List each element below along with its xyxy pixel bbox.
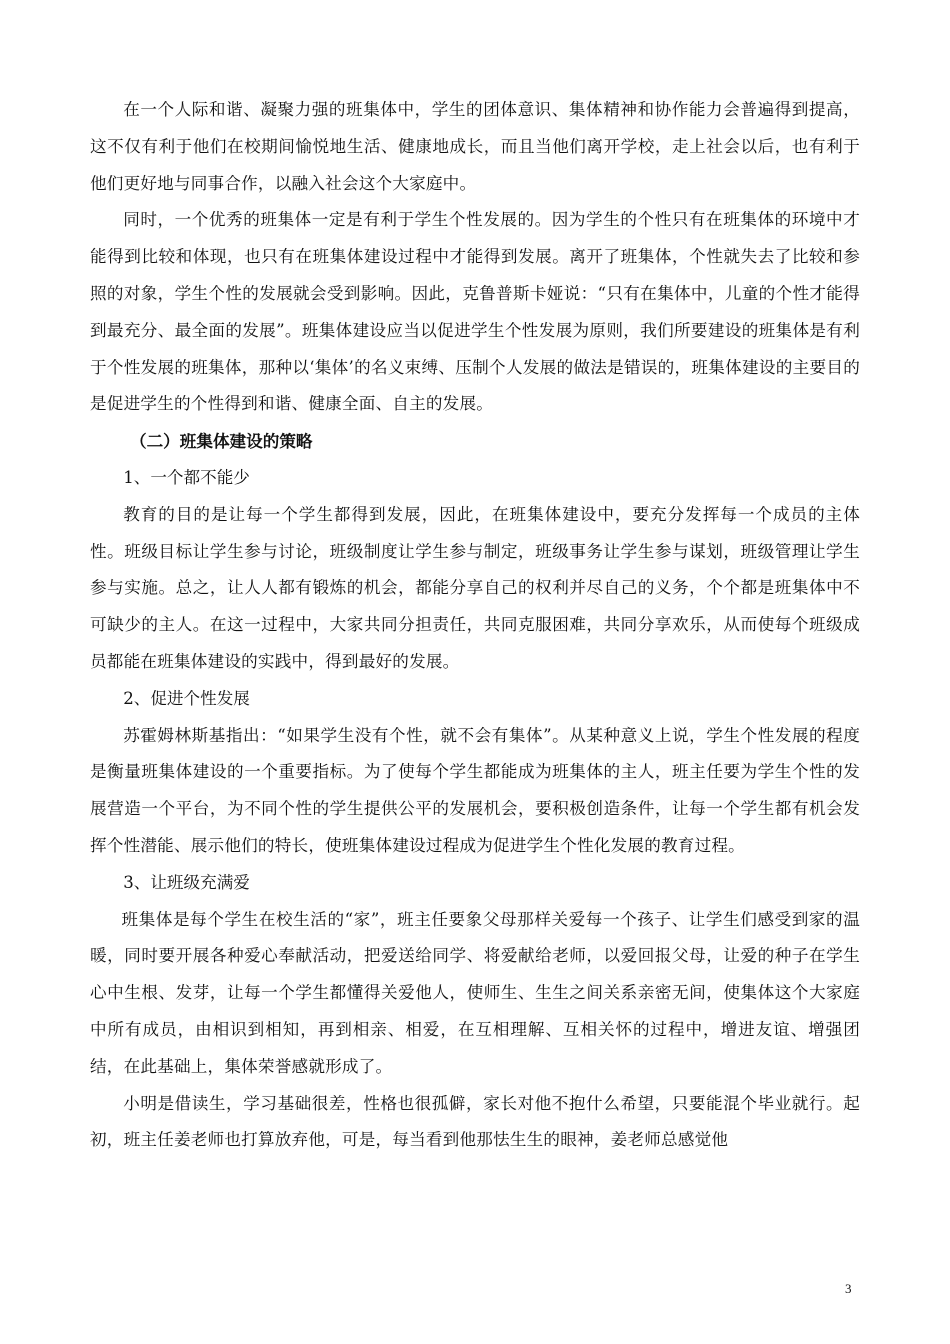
document-body xyxy=(90,92,860,1159)
subheading-2: 2、促进个性发展 xyxy=(123,688,250,708)
paragraph-3: 教育的目的是让每一个学生都得到发展，因此，在班集体建设中，要充分发挥每一个成员的主体性。班级目标让学生参与讨论，班级制度让学生参与制定，班级事务让学生参与谋划，班级管理让学生参与实施。总之，让人人都有锻炼的机会，都能分享自己的权利并尽自己的义务，个个都是班集体中不可缺少的主人。在这一过程中，大家共同分担责任，共同克服困难，共同分享欢乐，从而使每个班级成员都能在班集体建设的实践中，得到最好的发展。 xyxy=(90,504,860,671)
section-heading: （二）班集体建设的策略 xyxy=(130,431,313,452)
subheading-1: 1、一个都不能少 xyxy=(123,467,250,487)
page-number: 3 xyxy=(845,1281,852,1296)
paragraph-5: 班集体是每个学生在校生活的“家”，班主任要象父母那样关爱每一个孩子、让学生们感受到家的温暖，同时要开展各种爱心奉献活动，把爱送给同学、将爱献给老师，以爱回报父母，让爱的种子在学生心中生根、发芽，让每一个学生都懂得关爱他人，使师生、生生之间关系亲密无间，使集体这个大家庭中所有成员，由相识到相知，再到相亲、相爱，在互相理解、互相关怀的过程中，增进友谊、增强团结，在此基础上，集体荣誉感就形成了。 xyxy=(90,909,860,1076)
paragraph-2: 同时，一个优秀的班集体一定是有利于学生个性发展的。因为学生的个性只有在班集体的环境中才能得到比较和体现，也只有在班集体建设过程中才能得到发展。离开了班集体，个性就失去了比较和参照的对象，学生个性的发展就会受到影响。因此，克鲁普斯卡娅说：“只有在集体中，儿童的个性才能得到最充分、最全面的发展”。班集体建设应当以促进学生个性发展为原则，我们所要建设的班集体是有利于个性发展的班集体，那种以‘集体’的名义束缚、压制个人发展的做法是错误的，班集体建设的主要目的是促进学生的个性得到和谐、健康全面、自主的发展。 xyxy=(90,210,860,414)
paragraph-4: 苏霍姆林斯基指出：“如果学生没有个性，就不会有集体”。从某种意义上说，学生个性发展的程度是衡量班集体建设的一个重要指标。为了使每个学生都能成为班集体的主人，班主任要为学生个性的发展营造一个平台，为不同个性的学生提供公平的发展机会，要积极创造条件，让每一个学生都有机会发挥个性潜能、展示他们的特长，使班集体建设过程成为促进学生个性化发展的教育过程。 xyxy=(90,725,860,855)
paragraph-6: 小明是借读生，学习基础很差，性格也很孤僻，家长对他不抱什么希望，只要能混个毕业就行。起初，班主任姜老师也打算放弃他，可是，每当看到他那怯生生的眼神，姜老师总感觉他 xyxy=(90,1093,860,1150)
subheading-3: 3、让班级充满爱 xyxy=(123,872,250,892)
paragraph-1: 在一个人际和谐、凝聚力强的班集体中，学生的团体意识、集体精神和协作能力会普遍得到提高，这不仅有利于他们在校期间愉悦地生活、健康地成长，而且当他们离开学校，走上社会以后，也有利于他们更好地与同事合作，以融入社会这个大家庭中。 xyxy=(90,100,860,193)
